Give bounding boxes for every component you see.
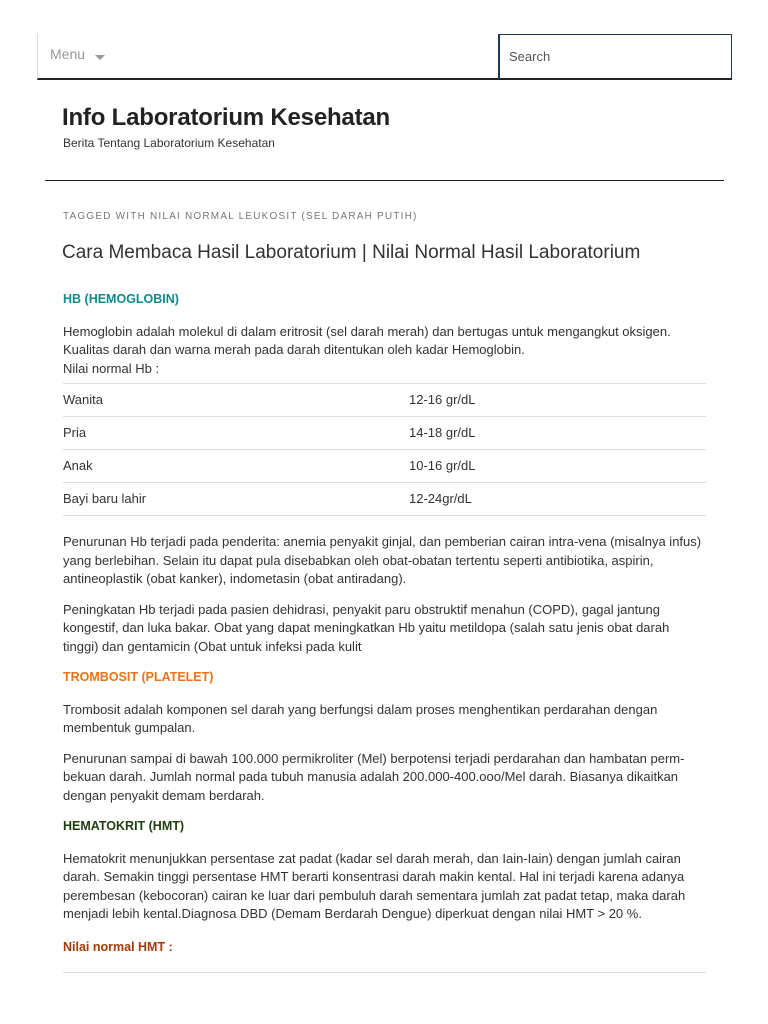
table-row bbox=[63, 384, 706, 417]
site-description: Berita Tentang Laboratorium Kesehatan bbox=[63, 136, 275, 150]
hb-intro-line: Kualitas darah dan warna merah pada darah ditentukan oleh kadar Hemoglobin. bbox=[63, 342, 525, 357]
post-title[interactable]: Cara Membaca Hasil Laboratorium | Nilai Normal Hasil Laboratorium bbox=[62, 242, 641, 263]
menu-toggle[interactable] bbox=[37, 34, 498, 80]
archive-tag-label: TAGGED WITH NILAI NORMAL LEUKOSIT (SEL DARAH PUTIH) bbox=[63, 211, 418, 222]
hmt-normal-heading: Nilai normal HMT : bbox=[63, 939, 173, 954]
table-cell-value: 14-18 gr/dL bbox=[409, 417, 706, 450]
table-row bbox=[63, 483, 706, 516]
search-input[interactable] bbox=[498, 34, 732, 80]
hematokrit-paragraph: Hematokrit menunjukkan persentase zat padat (kadar sel darah merah, dan Iain-Iain) dengan jumlah cairan darah. Semakin tinggi persentase HMT berarti konsentrasi darah makin kental. Hal ini terjadi karena adanya perembesan (kebocoran) cairan ke luar dari pembuluh darah sementara jumlah zat padat tetap, maka darah menjadi lebih kental.Diagnosa DBD (Demam Berdarah Dengue) diperkuat dengan nilai HMT > 20 %. bbox=[63, 850, 686, 921]
hb-intro bbox=[63, 323, 708, 379]
table-cell-group: Anak bbox=[63, 450, 409, 483]
section-heading-trombosit: TROMBOSIT (PLATELET) bbox=[63, 670, 214, 684]
trombosit-paragraph: Penurunan sampai di bawah 100.000 permikroliter (Mel) berpotensi terjadi perdarahan dan hambatan perm- bekuan darah. Jumlah normal pada tubuh manusia adalah 200.000-400.ooo/Mel darah. Biasanya dikaitkan dengan penyakit demam berdarah. bbox=[63, 750, 685, 803]
hb-intro-line: Nilai normal Hb : bbox=[63, 360, 160, 376]
trombosit-paragraph: Trombosit adalah komponen sel darah yang berfungsi dalam proses menghentikan perdarahan dengan membentuk gumpalan. bbox=[63, 701, 658, 735]
table-row bbox=[63, 417, 706, 450]
table-top-divider bbox=[63, 972, 706, 973]
section-heading-hb: HB (HEMOGLOBIN) bbox=[63, 292, 179, 306]
table-cell-value: 12-24gr/dL bbox=[409, 483, 706, 516]
table-row bbox=[63, 450, 706, 483]
table-cell-value: 12-16 gr/dL bbox=[409, 384, 706, 417]
section-heading-hematokrit: HEMATOKRIT (HMT) bbox=[63, 819, 185, 833]
hb-decrease-paragraph: Penurunan Hb terjadi pada penderita: anemia penyakit ginjal, dan pemberian cairan intra-vena (misalnya infus) yang berlebihan. Selain itu dapat pula disebabkan oleh obat-obatan tertentu seperti antibiotika, aspirin, antineoplastik (obat kanker), indometasin (obat antiradang). bbox=[63, 534, 702, 586]
menu-label: Menu bbox=[50, 46, 86, 62]
chevron-down-icon bbox=[95, 55, 105, 60]
table-cell-group: Wanita bbox=[63, 384, 409, 417]
hb-increase-paragraph: Peningkatan Hb terjadi pada pasien dehidrasi, penyakit paru obstruktif menahun (COPD), gagal jantung kongestif, dan luka bakar. Obat yang dapat meningkatkan Hb yaitu metildopa (salah satu jenis obat darah tinggi) dan gentamicin (Obat untuk infeksi pada kulit bbox=[63, 601, 670, 654]
table-cell-value: 10-16 gr/dL bbox=[409, 450, 706, 483]
table-cell-group: Bayi baru lahir bbox=[63, 483, 409, 516]
top-navigation bbox=[37, 34, 732, 80]
hb-intro-line: Hemoglobin adalah molekul di dalam eritrosit (sel darah merah) dan bertugas untuk mengangkut oksigen. bbox=[63, 323, 671, 339]
header-divider bbox=[45, 180, 724, 181]
site-title[interactable]: Info Laboratorium Kesehatan bbox=[62, 104, 390, 131]
post-content bbox=[63, 290, 708, 973]
table-cell-group: Pria bbox=[63, 417, 409, 450]
hb-normal-values-table bbox=[63, 383, 706, 516]
